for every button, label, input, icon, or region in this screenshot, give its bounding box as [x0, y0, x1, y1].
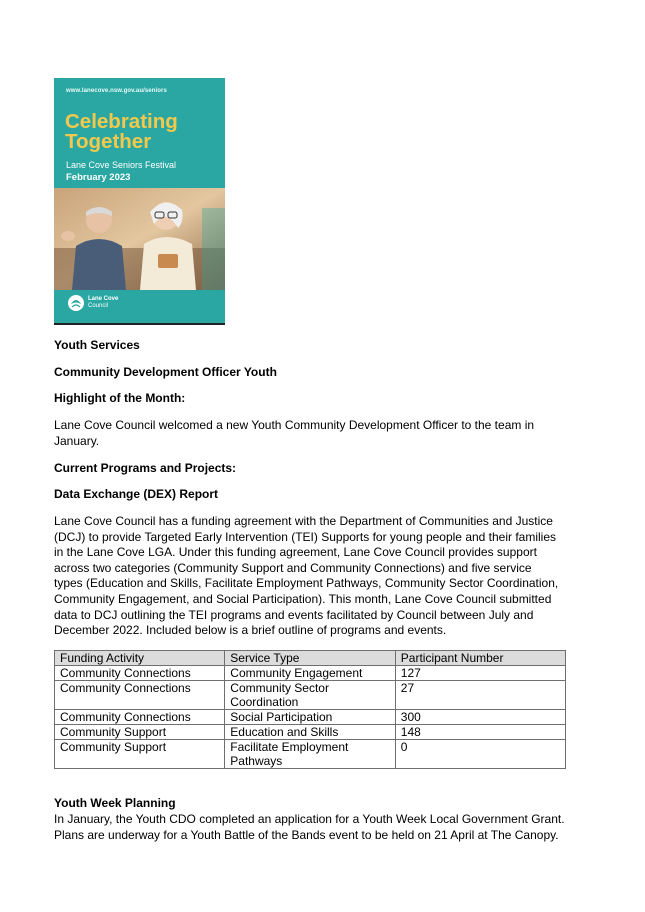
- column-header: Funding Activity: [55, 651, 225, 666]
- youth-week-text: In January, the Youth CDO completed an application for a Youth Week Local Government Grant. Plans are underway for a Youth Battle of the Bands event to be held on 21 April at The Canopy.: [54, 812, 565, 842]
- highlight-text: Lane Cove Council welcomed a new Youth Community Development Officer to the team in January.: [54, 418, 535, 448]
- table-cell: Facilitate Employment Pathways: [225, 740, 395, 769]
- table-cell: Community Connections: [55, 710, 225, 725]
- column-header: Participant Number: [395, 651, 565, 666]
- poster-subtitle: Lane Cove Seniors Festival: [66, 160, 177, 170]
- column-header: Service Type: [225, 651, 395, 666]
- table-header-row: [55, 651, 566, 666]
- table-row: [55, 710, 566, 725]
- table-row: [55, 725, 566, 740]
- poster-logo-text: Lane Cove Council: [88, 296, 119, 309]
- heading-dex-report: Data Exchange (DEX) Report: [54, 487, 219, 501]
- poster-date: February 2023: [66, 172, 131, 183]
- table-row: [55, 740, 566, 769]
- heading-current-programs: Current Programs and Projects:: [54, 461, 237, 475]
- poster-url: www.lanecove.nsw.gov.au/seniors: [66, 88, 167, 94]
- table-cell: Community Support: [55, 725, 225, 740]
- table-cell: 148: [395, 725, 565, 740]
- dex-table: [54, 650, 566, 769]
- heading-youth-week: Youth Week Planning: [54, 796, 176, 810]
- heading-highlight: Highlight of the Month:: [54, 391, 186, 405]
- dex-report-text: Lane Cove Council has a funding agreement with the Department of Communities and Justice (DCJ) to provide Targeted Early Intervention (TEI) Supports for young people and their families in the Lane Cove LGA. Under this funding agreement, Lane Cove Council provides support across two categories (Community Support and Community Connections) and five service types (Education and Skills, Facilitate Employment Pathways, Community Sector Coordination, Community Engagement, and Social Participation). This month, Lane Cove Council submitted data to DCJ outlining the TEI programs and events facilitated by Council between July and December 2022. Included below is a brief outline of programs and events.: [54, 514, 559, 638]
- table-cell: Community Engagement: [225, 666, 395, 681]
- seniors-festival-poster: [54, 78, 225, 325]
- table-row: [55, 681, 566, 710]
- table-cell: 300: [395, 710, 565, 725]
- table-row: [55, 666, 566, 681]
- heading-cdo-youth: Community Development Officer Youth: [54, 365, 277, 379]
- table-cell: Education and Skills: [225, 725, 395, 740]
- heading-youth-services: Youth Services: [54, 338, 140, 352]
- poster-title: Celebrating Together: [65, 110, 178, 153]
- table-cell: Social Participation: [225, 710, 395, 725]
- seniors-photo: [54, 188, 225, 290]
- table-cell: Community Sector Coordination: [225, 681, 395, 710]
- table-cell: 127: [395, 666, 565, 681]
- table-cell: Community Support: [55, 740, 225, 769]
- table-cell: 27: [395, 681, 565, 710]
- table-cell: Community Connections: [55, 666, 225, 681]
- table-cell: Community Connections: [55, 681, 225, 710]
- table-cell: 0: [395, 740, 565, 769]
